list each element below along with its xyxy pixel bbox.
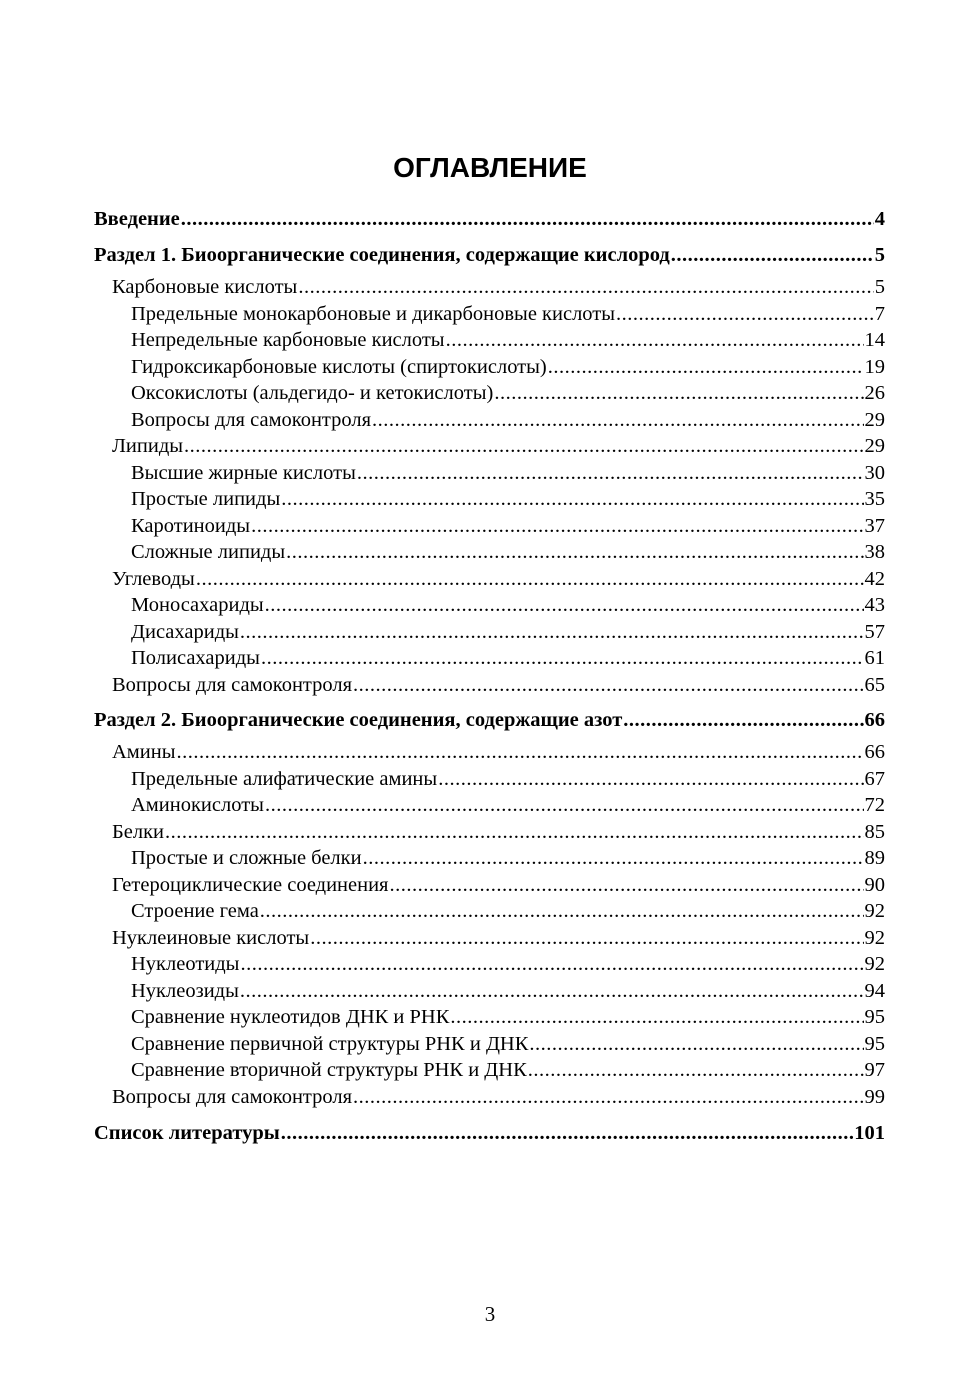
toc-leader xyxy=(623,709,863,732)
toc-entry[interactable] xyxy=(131,647,885,675)
toc-page-number: 61 xyxy=(864,647,885,669)
toc-leader xyxy=(240,953,863,976)
toc-entry[interactable] xyxy=(131,980,885,1008)
toc-page-number: 92 xyxy=(864,926,885,949)
toc-leader xyxy=(240,621,864,644)
toc-entry[interactable] xyxy=(131,953,885,981)
toc-entry[interactable] xyxy=(131,1059,885,1087)
toc-page-number: 35 xyxy=(864,488,885,510)
toc-entry-label: Вопросы для самоконтроля xyxy=(112,673,353,696)
toc-entry-label: Белки xyxy=(112,820,165,843)
toc-leader xyxy=(286,541,863,564)
toc-entry-label: Каротиноиды xyxy=(131,514,251,537)
toc-entry[interactable] xyxy=(112,1086,885,1114)
toc-entry[interactable] xyxy=(131,329,885,357)
toc-page-number: 101 xyxy=(854,1122,885,1144)
toc-leader xyxy=(446,329,864,352)
toc-page-number: 92 xyxy=(864,953,885,975)
toc-leader xyxy=(372,409,863,432)
toc-entry[interactable] xyxy=(112,276,885,304)
toc-entry-label: Простые и сложные белки xyxy=(131,847,362,869)
toc-leader xyxy=(298,276,873,299)
toc-leader xyxy=(528,1059,864,1082)
toc-page-number: 7 xyxy=(874,302,885,325)
toc-entry[interactable] xyxy=(94,208,885,236)
toc-entry[interactable] xyxy=(131,621,885,649)
toc-page-number: 67 xyxy=(864,767,885,790)
toc-entry-label: Предельные алифатические амины xyxy=(131,767,438,790)
toc-entry[interactable] xyxy=(131,488,885,516)
toc-entry[interactable] xyxy=(112,568,885,596)
toc-entry-label: Липиды xyxy=(112,435,184,457)
toc-entry-label: Нуклеозиды xyxy=(131,979,239,1002)
toc-entry-label: Вопросы для самоконтроля xyxy=(131,408,372,431)
toc-leader xyxy=(281,1122,853,1145)
toc-page-number: 95 xyxy=(864,1006,885,1028)
toc-entry-label: Вопросы для самоконтроля xyxy=(112,1085,353,1108)
toc-entry[interactable] xyxy=(131,1006,885,1034)
toc-entry[interactable] xyxy=(112,741,885,769)
toc-entry[interactable] xyxy=(131,515,885,543)
toc-entry-label: Высшие жирные кислоты xyxy=(131,461,356,484)
toc-leader xyxy=(438,768,863,791)
toc-entry[interactable] xyxy=(131,303,885,331)
toc-entry[interactable] xyxy=(112,821,885,849)
toc-leader xyxy=(310,927,863,950)
toc-leader xyxy=(616,303,874,326)
toc-entry-label: Гидроксикарбоновые кислоты (спиртокислоты) xyxy=(131,355,547,378)
toc-page-number: 19 xyxy=(864,355,885,378)
toc-entry-label: Непредельные карбоновые кислоты xyxy=(131,329,445,351)
toc-leader xyxy=(281,488,863,511)
toc-page-number: 66 xyxy=(864,709,885,731)
toc-entry[interactable] xyxy=(131,768,885,796)
toc-entry[interactable] xyxy=(112,435,885,463)
toc-entry-label: Строение гема xyxy=(131,900,259,922)
page-number: 3 xyxy=(484,1302,496,1326)
toc-leader xyxy=(548,356,864,379)
toc-leader xyxy=(196,568,864,591)
toc-page-number: 26 xyxy=(864,382,885,404)
toc-entry-label: Сложные липиды xyxy=(131,541,286,563)
toc-entry[interactable] xyxy=(131,382,885,410)
toc-entry-label: Полисахариды xyxy=(131,647,260,669)
toc-leader xyxy=(181,208,874,231)
toc-leader xyxy=(260,900,864,923)
toc-leader xyxy=(671,244,874,267)
toc-page-number: 5 xyxy=(874,276,885,298)
toc-leader xyxy=(265,594,864,617)
toc-entry-label: Введение xyxy=(94,208,180,230)
toc-entry[interactable] xyxy=(131,1033,885,1061)
toc-entry[interactable] xyxy=(131,900,885,928)
toc-page-number: 97 xyxy=(864,1059,885,1081)
toc-entry-label: Углеводы xyxy=(112,567,195,590)
toc-page-number: 4 xyxy=(874,208,885,230)
toc-entry[interactable] xyxy=(131,847,885,875)
toc-entry-label: Моносахариды xyxy=(131,594,264,616)
toc-page-number: 57 xyxy=(864,620,885,643)
toc-entry[interactable] xyxy=(94,1122,885,1150)
toc-leader xyxy=(184,435,863,458)
toc-page-number: 29 xyxy=(864,435,885,457)
toc-page-number: 95 xyxy=(864,1032,885,1055)
page-title: ОГЛАВЛЕНИЕ xyxy=(393,152,587,183)
toc-entry[interactable] xyxy=(112,674,885,702)
toc-page-number: 42 xyxy=(864,567,885,590)
toc-leader xyxy=(363,847,864,870)
toc-entry[interactable] xyxy=(94,709,885,737)
toc-entry-label: Дисахариды xyxy=(131,620,239,643)
toc-entry[interactable] xyxy=(94,244,885,272)
toc-entry[interactable] xyxy=(112,927,885,955)
toc-page-number: 43 xyxy=(864,594,885,616)
toc-entry-label: Сравнение первичной структуры РНК и ДНК xyxy=(131,1032,529,1055)
toc-leader xyxy=(450,1006,863,1029)
toc-leader xyxy=(165,821,863,844)
toc-page-number: 37 xyxy=(864,514,885,537)
toc-entry-label: Предельные монокарбоновые и дикарбоновые кислоты xyxy=(131,302,616,325)
toc-leader xyxy=(529,1033,863,1056)
toc-entry-label: Оксокислоты (альдегидо- и кетокислоты) xyxy=(131,382,494,404)
toc-entry-label: Список литературы xyxy=(94,1122,280,1144)
toc-entry[interactable] xyxy=(131,409,885,437)
toc-leader xyxy=(261,647,864,670)
toc-page-number: 5 xyxy=(874,244,885,266)
toc-page-number: 99 xyxy=(864,1085,885,1108)
toc-entry[interactable] xyxy=(131,594,885,622)
toc-entry-label: Сравнение нуклеотидов ДНК и РНК xyxy=(131,1006,450,1028)
toc-entry-label: Гетероциклические соединения xyxy=(112,873,389,896)
toc-page-number: 90 xyxy=(864,873,885,896)
toc-leader xyxy=(251,515,863,538)
toc-leader xyxy=(494,382,863,405)
toc-entry[interactable] xyxy=(112,874,885,902)
toc-leader xyxy=(353,674,863,697)
toc-page-number: 89 xyxy=(864,847,885,869)
toc-page-number: 66 xyxy=(864,741,885,763)
toc-entry-label: Раздел 2. Биоорганические соединения, содержащие азот xyxy=(94,709,623,731)
toc-leader xyxy=(390,874,864,897)
toc-page-number: 30 xyxy=(864,461,885,484)
toc-page-number: 65 xyxy=(864,673,885,696)
toc-entry-label: Простые липиды xyxy=(131,488,281,510)
toc-entry[interactable] xyxy=(131,356,885,384)
toc-page-number: 85 xyxy=(864,820,885,843)
toc-entry[interactable] xyxy=(131,462,885,490)
toc-leader xyxy=(357,462,864,485)
toc-leader xyxy=(240,980,864,1003)
toc-entry[interactable] xyxy=(131,794,885,822)
toc-entry-label: Амины xyxy=(112,741,176,763)
toc-entry-label: Нуклеотиды xyxy=(131,953,240,975)
toc-entry[interactable] xyxy=(131,541,885,569)
toc-page-number: 29 xyxy=(864,408,885,431)
toc-page-number: 14 xyxy=(864,329,885,351)
toc-page-number: 94 xyxy=(864,979,885,1002)
toc-leader xyxy=(177,741,864,764)
toc-page-number: 38 xyxy=(864,541,885,563)
toc-page-number: 72 xyxy=(864,794,885,816)
toc-page-number: 92 xyxy=(864,900,885,922)
toc-entry-label: Аминокислоты xyxy=(131,794,264,816)
toc-leader xyxy=(265,794,864,817)
toc-entry-label: Сравнение вторичной структуры РНК и ДНК xyxy=(131,1059,527,1081)
toc-entry-label: Карбоновые кислоты xyxy=(112,276,298,298)
toc-entry-label: Нуклеиновые кислоты xyxy=(112,926,310,949)
toc-entry-label: Раздел 1. Биоорганические соединения, содержащие кислород xyxy=(94,244,670,266)
toc-leader xyxy=(353,1086,863,1109)
